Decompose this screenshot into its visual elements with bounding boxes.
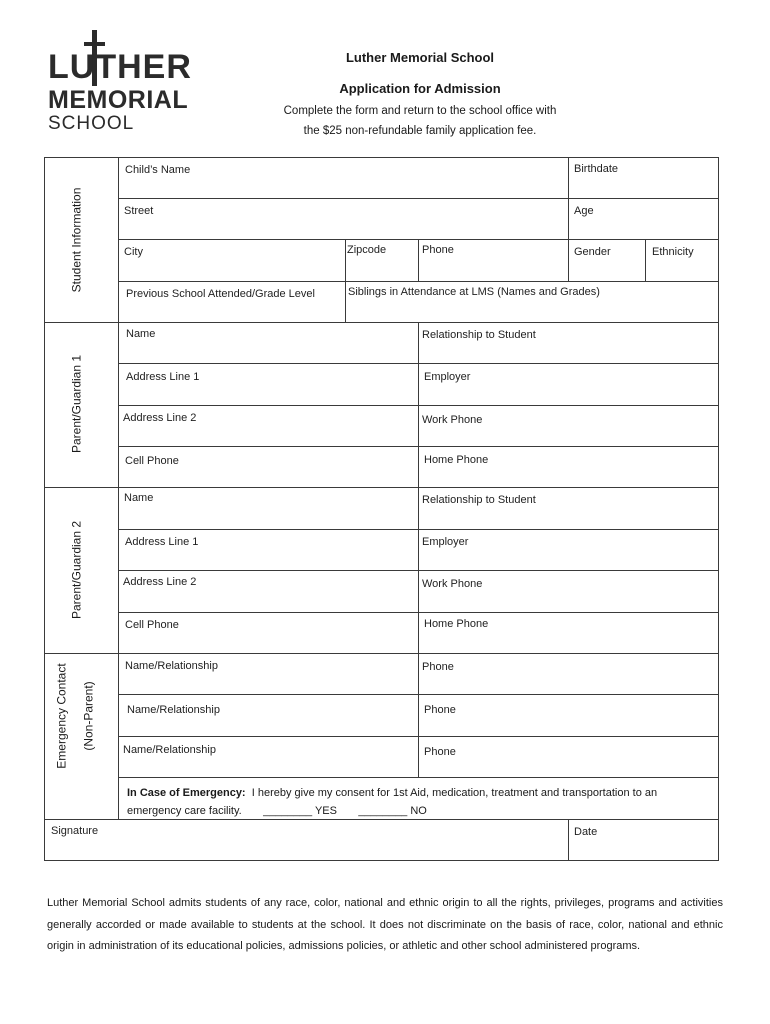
form-title: Application for Admission [339, 81, 501, 96]
logo-text-luther: LUTHER [48, 48, 192, 86]
field-previous-school[interactable]: Previous School Attended/Grade Level [126, 288, 315, 300]
field-emergency-phone-1[interactable]: Phone [422, 661, 454, 673]
field-guardian1-relationship[interactable]: Relationship to Student [422, 329, 536, 341]
field-emergency-name-1[interactable]: Name/Relationship [125, 660, 218, 672]
instructions-line-1: Complete the form and return to the school office with [283, 105, 557, 117]
field-city[interactable]: City [124, 246, 143, 258]
field-childs-name[interactable]: Child’s Name [125, 164, 191, 176]
field-guardian1-cell-phone[interactable]: Cell Phone [125, 455, 179, 467]
consent-heading: In Case of Emergency: [127, 787, 246, 799]
field-phone[interactable]: Phone [422, 244, 454, 256]
field-emergency-name-3[interactable]: Name/Relationship [123, 744, 216, 756]
field-guardian1-home-phone[interactable]: Home Phone [424, 454, 489, 466]
field-guardian1-address2[interactable]: Address Line 2 [123, 412, 197, 424]
field-age[interactable]: Age [574, 205, 594, 217]
field-siblings[interactable]: Siblings in Attendance at LMS (Names and Grades) [348, 286, 600, 298]
school-name: Luther Memorial School [345, 50, 495, 65]
field-guardian2-address1[interactable]: Address Line 1 [125, 536, 199, 548]
consent-yes-blank[interactable]: ________ YES [263, 805, 337, 817]
field-gender[interactable]: Gender [574, 246, 611, 258]
section-parent-guardian-2: Parent/Guardian 2 [69, 520, 84, 620]
logo-text-school: SCHOOL [48, 113, 135, 134]
consent-text-1: I hereby give my consent for 1st Aid, medication, treatment and transportation to an [251, 787, 658, 799]
field-guardian2-address2[interactable]: Address Line 2 [123, 576, 197, 588]
field-emergency-phone-2[interactable]: Phone [424, 704, 456, 716]
school-logo [44, 28, 214, 138]
consent-text-2: emergency care facility. [127, 805, 242, 817]
field-birthdate[interactable]: Birthdate [574, 163, 619, 175]
field-guardian2-employer[interactable]: Employer [422, 536, 469, 548]
field-guardian1-address1[interactable]: Address Line 1 [126, 371, 200, 383]
cross-icon-bar [84, 42, 105, 46]
consent-no-blank[interactable]: ________ NO [358, 805, 427, 817]
field-emergency-name-2[interactable]: Name/Relationship [127, 704, 220, 716]
field-street[interactable]: Street [124, 205, 154, 217]
field-guardian2-name[interactable]: Name [124, 492, 154, 504]
field-guardian2-home-phone[interactable]: Home Phone [424, 618, 489, 630]
instructions-line-2: the $25 non-refundable family application fee. [303, 125, 537, 137]
section-emergency-contact: Emergency Contact [54, 663, 69, 769]
field-date[interactable]: Date [574, 826, 598, 838]
nondiscrimination-statement: Luther Memorial School admits students of any race, color, national and ethnic origin to all the rights, privileges, programs and activities generally accorded or made available to students at the school. It does not discriminate on the basis of race, color, national and ethnic origin in administration of its educational policies, admissions policies, or athletic and other school administered programs. [47, 897, 723, 952]
logo-text-memorial: MEMORIAL [48, 86, 189, 114]
field-guardian1-employer[interactable]: Employer [424, 371, 471, 383]
section-parent-guardian-1: Parent/Guardian 1 [69, 354, 84, 454]
section-emergency-non-parent: (Non-Parent) [81, 681, 96, 751]
field-zipcode[interactable]: Zipcode [347, 244, 387, 256]
field-signature[interactable]: Signature [51, 825, 99, 837]
field-guardian2-work-phone[interactable]: Work Phone [422, 578, 483, 590]
field-emergency-phone-3[interactable]: Phone [424, 746, 456, 758]
field-guardian2-cell-phone[interactable]: Cell Phone [125, 619, 179, 631]
section-student-information: Student Information [69, 187, 84, 293]
field-guardian2-relationship[interactable]: Relationship to Student [422, 494, 536, 506]
field-guardian1-work-phone[interactable]: Work Phone [422, 414, 483, 426]
field-ethnicity[interactable]: Ethnicity [652, 246, 694, 258]
field-guardian1-name[interactable]: Name [126, 328, 156, 340]
emergency-consent [127, 784, 697, 820]
